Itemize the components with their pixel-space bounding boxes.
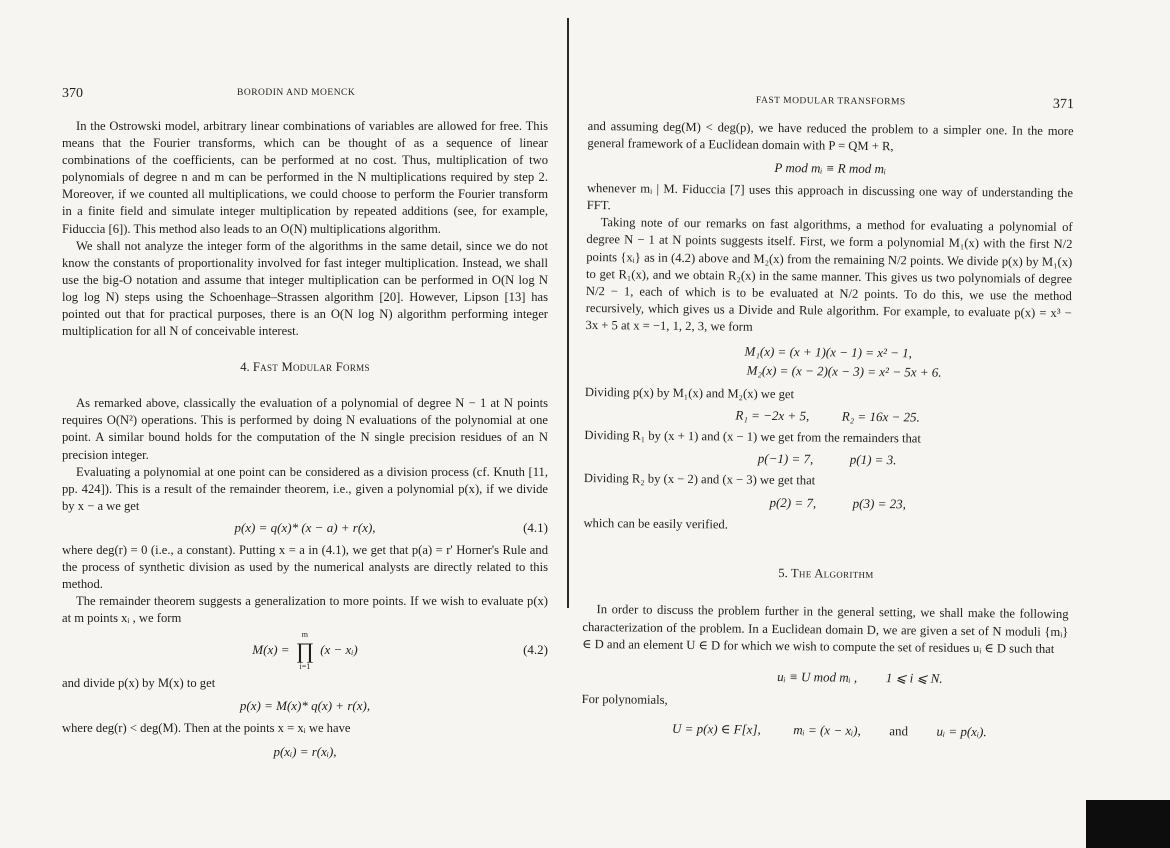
right-para-5: Dividing R₁ by (x + 1) and (x − 1) we get from the remainders that <box>584 428 921 446</box>
product-lower-limit: i=1 <box>299 662 311 672</box>
book-spine <box>567 18 569 608</box>
equation-range: 1 ⩽ i ⩽ N. <box>885 669 943 686</box>
left-para-6: The remainder theorem suggests a generalization to more points. If we wish to evaluate p(x) at m points xᵢ , we form <box>62 594 548 626</box>
section-4-title: Fast Modular Forms <box>252 360 370 375</box>
right-para-3: Taking note of our remarks on fast algorithms, a method for evaluating a polynomial of degree N − 1 at N points suggests itself. First, we form a polynomial M₁(x) with the first N/2 points {xᵢ} as in (4.2) above and M₂(x) from the remaining N/2 points. We divide p(x) by M₁(x) to get R₁(x), and we obtain R₂(x) in the same manner. This gives us two polynomials of degree N/2 − 1, each of which is to be evaluated at N/2 points. To do this, we use the method recursively, which gives us a Divide and Rule algorithm. For example, to evaluate p(x) = x³ − 3x + 5 at x = −1, 1, 2, 3, we form <box>585 215 1073 334</box>
equation-4-1-tag: (4.1) <box>523 519 548 535</box>
equation-4-1-body: p(x) = q(x)* (x − a) + r(x), <box>234 519 376 535</box>
equation-p-3: p(3) = 23, <box>852 496 906 512</box>
right-para-4: Dividing p(x) by M₁(x) and M₂(x) we get <box>584 385 795 402</box>
equation-poly-ui: uᵢ = p(xᵢ). <box>936 723 987 739</box>
equation-division: p(x) = M(x)* q(x) + r(x), <box>239 698 371 714</box>
right-header <box>588 92 1074 125</box>
product-symbol: m ∏ i=1 <box>295 630 314 672</box>
equation-u: uᵢ ≡ U mod mᵢ , <box>777 668 858 685</box>
scan-edge <box>1086 800 1170 848</box>
left-para-7: and divide p(x) by M(x) to get <box>62 676 216 691</box>
equation-4-2-rhs: (x − xᵢ) <box>320 642 358 658</box>
equation-r2: R₂ = 16x − 25. <box>841 408 920 425</box>
right-para-2: whenever mᵢ | M. Fiduccia [7] uses this approach in discussing one way of understanding the FFT. <box>586 181 1074 213</box>
right-para-9: For polynomials, <box>581 691 668 707</box>
equation-residues <box>582 667 1068 688</box>
equation-values-1 <box>584 449 1070 470</box>
section-4-number: 4. <box>240 360 250 375</box>
equation-poly-u: U = p(x) ∈ F[x], <box>671 720 761 737</box>
equation-p-2: p(2) = 7, <box>769 495 817 511</box>
section-4-heading <box>62 360 548 375</box>
equation-4-2 <box>62 629 548 671</box>
equation-polynomials <box>581 720 1067 741</box>
left-para-2: We shall not analyze the integer form of the algorithms in the same detail, since we do not know the constants of proportionality involved for fast integer multiplication. Instead, we shall use the big-O notation and assume that integer multiplication can be performed in O(N log N log log N) steps using the Schoenhage–Strassen algorithm [20]. However, Lipson [13] has pointed out that for practical purposes, there is an O(N log N) algorithm performing integer multiplication for all N of conceivable interest. <box>62 238 548 339</box>
equation-m2: M₂(x) = (x − 2)(x − 3) = x² − 5x + 6. <box>746 362 942 380</box>
left-header <box>62 86 548 114</box>
equation-points: p(xᵢ) = r(xᵢ), <box>273 743 337 759</box>
equation-4-2-lhs: M(x) = <box>252 642 290 658</box>
equation-p-1: p(1) = 3. <box>849 451 897 468</box>
left-para-5: where deg(r) = 0 (i.e., a constant). Putting x = a in (4.1), we get that p(a) = r' Horner's Rule and the process of synthetic division as used by the numerical analysts are directly related to this method. <box>62 542 548 592</box>
equation-values-2 <box>584 493 1070 514</box>
equation-4-2-tag: (4.2) <box>523 642 548 658</box>
equation-remainders <box>585 406 1071 427</box>
left-para-1: In the Ostrowski model, arbitrary linear combinations of variables are allowed for free. This means that the Fourier transforms, which can be thought of as a sequence of linear combinations of the coefficients, can be performed at no cost. Thus, multiplication of two polynomials of degree n and m can be performed in the N multiplications required by step 2. Moreover, if we counted all multiplications, we could choose to perform the Fourier transform in a finite field and simulate integer multiplication by repeated additions (see, for example, Fiduccia [6]). This method also leads to an O(N) multiplications algorithm. <box>62 119 548 236</box>
right-page <box>581 92 1074 741</box>
left-para-3: As remarked above, classically the evaluation of a polynomial of degree N − 1 at N points requires O(N²) operations. This is performed by doing N evaluations of the polynomial at one point. A similar bound holds for the computation of the N single precision residues of an N precision integer. <box>62 396 548 462</box>
left-running-head: BORODIN AND MOENCK <box>237 88 356 98</box>
left-para-4: Evaluating a polynomial at one point can be considered as a division process (cf. Knuth [11, pp. 424]). This is a result of the remainder theorem, i.e., given a polynomial p(x), if we divide by x − a we get <box>62 464 548 513</box>
right-running-head: FAST MODULAR TRANSFORMS <box>755 95 906 108</box>
right-para-6: Dividing R₂ by (x − 2) and (x − 3) we get that <box>583 471 816 488</box>
equation-poly-m: mᵢ = (x − xᵢ), <box>793 721 861 738</box>
right-para-1: and assuming deg(M) < deg(p), we have reduced the problem to a simpler one. In the more general framework of a Euclidean domain with P = QM + R, <box>587 118 1074 154</box>
equation-p-minus-1: p(−1) = 7, <box>757 451 814 467</box>
left-page <box>62 86 548 760</box>
equation-m1: M₁(x) = (x + 1)(x − 1) = x² − 1, <box>744 343 913 361</box>
equation-poly-and: and <box>889 722 909 739</box>
left-para-8: where deg(r) < deg(M). Then at the points x = xᵢ we have <box>62 721 351 736</box>
section-5-title: The Algorithm <box>790 566 874 582</box>
section-5-heading <box>583 564 1069 584</box>
right-page-number: 371 <box>1052 96 1074 113</box>
equation-r1: R₁ = −2x + 5, <box>735 407 810 424</box>
right-para-8: In order to discuss the problem further in the general setting, we shall make the following characterization of the problem. In a Euclidean domain D, we are given a set of N moduli {mᵢ} ∈ D and an element U ∈ D for which we wish to compute the set of residues uᵢ ∈ D such that <box>582 602 1069 656</box>
equation-4-1 <box>62 520 548 536</box>
right-para-7: which can be easily verified. <box>583 516 728 532</box>
left-page-number: 370 <box>62 86 83 101</box>
equation-mod: P mod mᵢ ≡ R mod mᵢ <box>774 160 887 177</box>
section-5-number: 5. <box>778 566 788 581</box>
product-upper-limit: m <box>301 630 308 640</box>
